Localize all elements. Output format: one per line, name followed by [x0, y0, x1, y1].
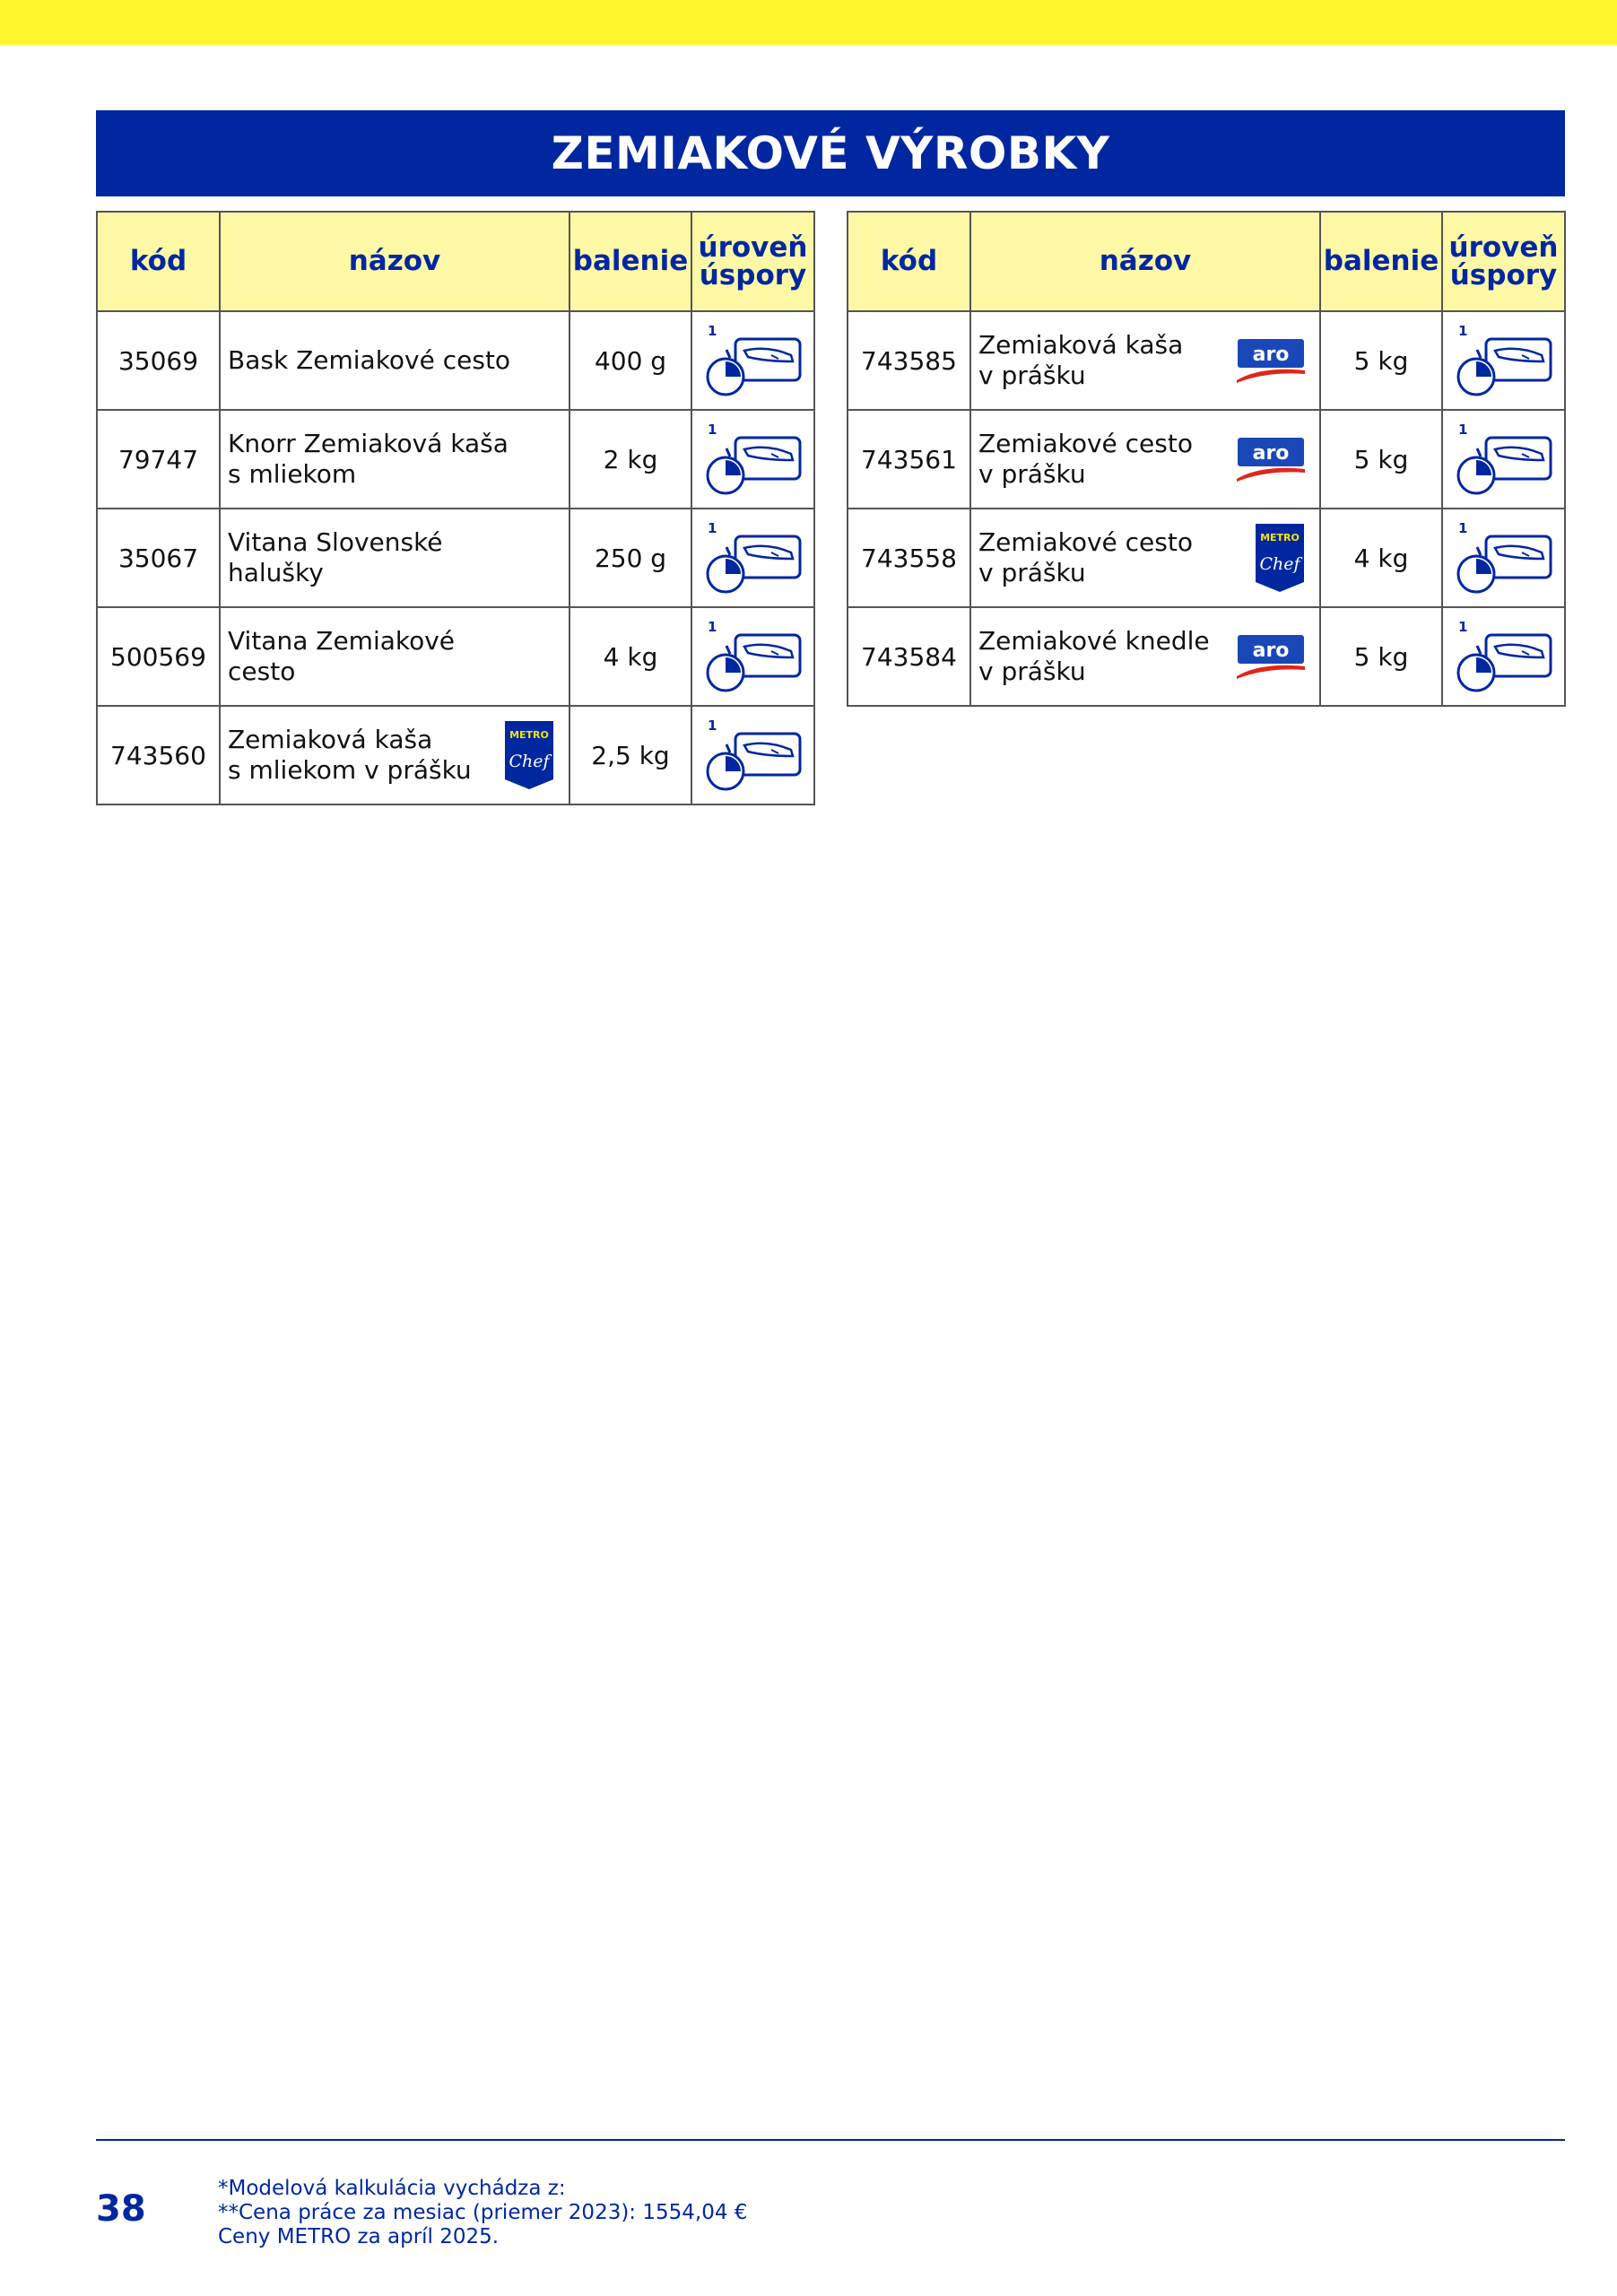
product-pack: 250 g [569, 509, 691, 607]
table-row [848, 607, 1565, 706]
product-code: 743584 [848, 607, 970, 706]
product-name-wrap [978, 330, 1312, 391]
stopwatch-knife-board-icon [1450, 418, 1558, 500]
metro-chef-logo-top: METRO [1260, 532, 1300, 544]
table-row [97, 509, 814, 607]
table-row [848, 509, 1565, 607]
product-name-cell [220, 311, 569, 410]
savings-level-number: 1 [707, 323, 717, 339]
aro-logo-icon [1235, 633, 1307, 680]
footnote-line: *Modelová kalkulácia vychádza z: [218, 2177, 566, 2200]
product-pack: 2,5 kg [569, 706, 691, 804]
product-name: Zemiaková kaša s mliekom v prášku [228, 724, 472, 785]
savings-level-cell [691, 706, 814, 804]
product-pack: 400 g [569, 311, 691, 410]
product-code: 743560 [97, 706, 220, 804]
product-code: 743585 [848, 311, 970, 410]
stopwatch-knife-board-icon [700, 615, 807, 698]
product-code: 743561 [848, 410, 970, 509]
stopwatch-knife-board-icon [700, 418, 807, 500]
aro-logo-text: aro [1252, 639, 1290, 662]
stopwatch-knife-board-icon [1450, 319, 1558, 402]
product-name: Knorr Zemiaková kaša s mliekom [228, 428, 509, 489]
page-number: 38 [96, 2188, 146, 2230]
top-yellow-band [0, 0, 1617, 45]
column-header-savings [1442, 212, 1565, 311]
savings-level-cell [1442, 311, 1565, 410]
metro-chef-logo-top: METRO [509, 729, 549, 741]
savings-level-number: 1 [1457, 619, 1467, 635]
column-header-code: kód [97, 212, 220, 311]
savings-level-number: 1 [707, 619, 717, 635]
stopwatch-knife-board-icon [700, 714, 807, 796]
product-name-cell [220, 410, 569, 509]
stopwatch-knife-board-icon [1450, 615, 1558, 698]
product-table-left [96, 211, 815, 805]
product-name-cell [970, 509, 1320, 607]
savings-level-cell [691, 607, 814, 706]
savings-level-number: 1 [707, 718, 717, 734]
column-header-code: kód [848, 212, 970, 311]
product-pack: 2 kg [569, 410, 691, 509]
aro-logo-icon [1235, 436, 1307, 483]
savings-level-number: 1 [707, 520, 717, 536]
column-header-savings-label: úroveň úspory [1448, 230, 1559, 291]
product-name-cell [970, 410, 1320, 509]
savings-level-cell [691, 311, 814, 410]
savings-level-cell [691, 410, 814, 509]
savings-level-cell [691, 509, 814, 607]
savings-level-cell [1442, 509, 1565, 607]
product-pack: 4 kg [1320, 509, 1442, 607]
product-code: 743558 [848, 509, 970, 607]
aro-logo-icon [1235, 337, 1307, 384]
savings-level-cell [1442, 410, 1565, 509]
table-row [97, 311, 814, 410]
column-header-savings [691, 212, 814, 311]
product-name: Zemiakové knedle v prášku [978, 625, 1210, 686]
metro-chef-logo-icon [502, 718, 556, 792]
stopwatch-knife-board-icon [700, 517, 807, 599]
table-row [97, 607, 814, 706]
table-header-row [97, 212, 814, 311]
product-pack: 5 kg [1320, 410, 1442, 509]
stopwatch-knife-board-icon [1450, 517, 1558, 599]
product-name: Bask Zemiakové cesto [228, 344, 511, 375]
table-header-row [848, 212, 1565, 311]
table-row [848, 311, 1565, 410]
product-name-wrap [978, 429, 1312, 490]
product-name: Zemiaková kaša v prášku [978, 329, 1184, 390]
metro-chef-logo-icon [1253, 521, 1307, 595]
table-body [848, 311, 1565, 706]
product-name-cell [220, 706, 569, 804]
stopwatch-knife-board-icon [700, 319, 807, 402]
savings-level-number: 1 [1457, 422, 1467, 438]
footer-divider [96, 2139, 1565, 2141]
product-name-wrap [228, 626, 561, 687]
product-name-wrap [228, 718, 561, 792]
product-name-cell [970, 607, 1320, 706]
aro-logo-text: aro [1252, 344, 1290, 366]
column-header-name: názov [220, 212, 569, 311]
product-code: 35067 [97, 509, 220, 607]
product-name: Zemiakové cesto v prášku [978, 428, 1193, 489]
column-header-savings-label: úroveň úspory [698, 230, 808, 291]
product-name-wrap [228, 527, 561, 588]
product-name-cell [970, 311, 1320, 410]
product-code: 500569 [97, 607, 220, 706]
footnote-line: Ceny METRO za apríl 2025. [218, 2225, 500, 2248]
product-code: 79747 [97, 410, 220, 509]
product-name-wrap [228, 429, 561, 490]
table-row [97, 410, 814, 509]
product-name: Vitana Zemiakové cesto [228, 625, 456, 686]
product-name-wrap [978, 521, 1312, 595]
column-header-pack: balenie [569, 212, 691, 311]
column-header-pack: balenie [1320, 212, 1442, 311]
savings-level-cell [1442, 607, 1565, 706]
product-table-right [847, 211, 1566, 707]
section-title: ZEMIAKOVÉ VÝROBKY [96, 110, 1565, 196]
product-code: 35069 [97, 311, 220, 410]
product-name-wrap [978, 626, 1312, 687]
product-name: Zemiakové cesto v prášku [978, 526, 1193, 587]
savings-level-number: 1 [1457, 520, 1467, 536]
product-pack: 5 kg [1320, 607, 1442, 706]
product-pack: 4 kg [569, 607, 691, 706]
product-name: Vitana Slovenské halušky [228, 526, 443, 587]
table-body [97, 311, 814, 804]
table-row [848, 410, 1565, 509]
aro-logo-text: aro [1252, 442, 1290, 465]
column-header-name: názov [970, 212, 1320, 311]
product-pack: 5 kg [1320, 311, 1442, 410]
metro-chef-logo-bottom: Chef [509, 752, 550, 771]
product-name-cell [220, 509, 569, 607]
product-name-wrap [228, 345, 561, 376]
footnotes [218, 2177, 747, 2249]
metro-chef-logo-bottom: Chef [1259, 554, 1300, 574]
footnote-line: **Cena práce za mesiac (priemer 2023): 1554,04 € [218, 2201, 748, 2224]
product-name-cell [220, 607, 569, 706]
savings-level-number: 1 [707, 422, 717, 438]
table-row [97, 706, 814, 804]
savings-level-number: 1 [1457, 323, 1467, 339]
